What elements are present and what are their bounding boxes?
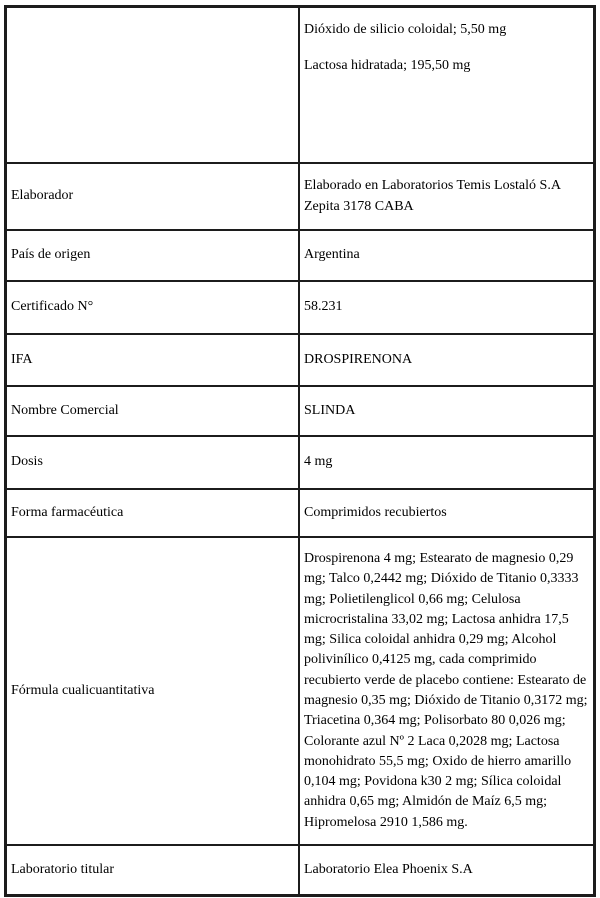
row-value-paragraph: 58.231	[304, 299, 343, 315]
row-value	[300, 437, 593, 488]
row-label: Fórmula cualicuantitativa	[7, 538, 300, 844]
row-label: IFA	[7, 335, 300, 385]
row-label: País de origen	[7, 231, 300, 280]
table-row-elaborador	[7, 162, 593, 229]
row-value-paragraph: Argentina	[304, 247, 360, 263]
row-value	[300, 164, 593, 229]
table-row-excipients	[7, 8, 593, 162]
row-value-paragraph: Comprimidos recubiertos	[304, 504, 447, 520]
table-row-nombre-comercial	[7, 385, 593, 435]
row-label: Laboratorio titular	[7, 846, 300, 894]
table-row-ifa	[7, 333, 593, 385]
row-label: Forma farmacéutica	[7, 490, 300, 536]
row-value-paragraph: Elaborado en Laboratorios Temis Lostaló S.A Zepita 3178 CABA	[304, 178, 561, 214]
row-value-paragraph: Lactosa hidratada; 195,50 mg	[304, 58, 471, 74]
table-row-laboratorio-titular	[7, 844, 593, 894]
row-value	[300, 538, 593, 844]
product-spec-table	[4, 5, 596, 897]
table-row-formula-cualicuantitativa	[7, 536, 593, 844]
row-value-paragraph: SLINDA	[304, 402, 356, 418]
row-value-paragraph: Dióxido de silicio coloidal; 5,50 mg	[304, 22, 507, 37]
row-value	[300, 490, 593, 536]
table-row-pais-de-origen	[7, 229, 593, 280]
row-value	[300, 282, 593, 333]
row-value	[300, 335, 593, 385]
row-label: Dosis	[7, 437, 300, 488]
row-value	[300, 846, 593, 894]
row-label: Certificado N°	[7, 282, 300, 333]
table-row-forma-farmaceutica	[7, 488, 593, 536]
row-value-paragraph: Laboratorio Elea Phoenix S.A	[304, 861, 473, 877]
table-row-certificado	[7, 280, 593, 333]
row-value-paragraph: 4 mg	[304, 454, 333, 470]
row-label	[7, 8, 300, 162]
row-value-paragraph: DROSPIRENONA	[304, 351, 413, 367]
row-value	[300, 231, 593, 280]
row-label: Nombre Comercial	[7, 387, 300, 435]
row-value-paragraph: Drospirenona 4 mg; Estearato de magnesio 0,29 mg; Talco 0,2442 mg; Dióxido de Titanio 0,3333 mg; Polietilenglicol 0,66 mg; Celulosa microcristalina 33,02 mg; Lactosa anhidra 17,5 mg; Silica coloidal anhidra 0,29 mg; Alcohol polivinílico 0,4125 mg, cada comprimido recubierto verde de placebo contiene: Estearato de magnesio 0,35 mg; Dióxido de Titanio 0,3172 mg; Triacetina 0,364 mg; Polisorbato 80 0,026 mg; Colorante azul Nº 2 Laca 0,2028 mg; Lactosa monohidrato 55,5 mg; Oxido de hierro amarillo 0,104 mg; Povidona k30 2 mg; Sílica coloidal anhidra 0,65 mg; Almidón de Maíz 6,5 mg; Hipromelosa 2910 1,586 mg.	[304, 550, 588, 830]
row-value	[300, 387, 593, 435]
row-label: Elaborador	[7, 164, 300, 229]
table-row-dosis	[7, 435, 593, 488]
row-value	[300, 8, 593, 162]
